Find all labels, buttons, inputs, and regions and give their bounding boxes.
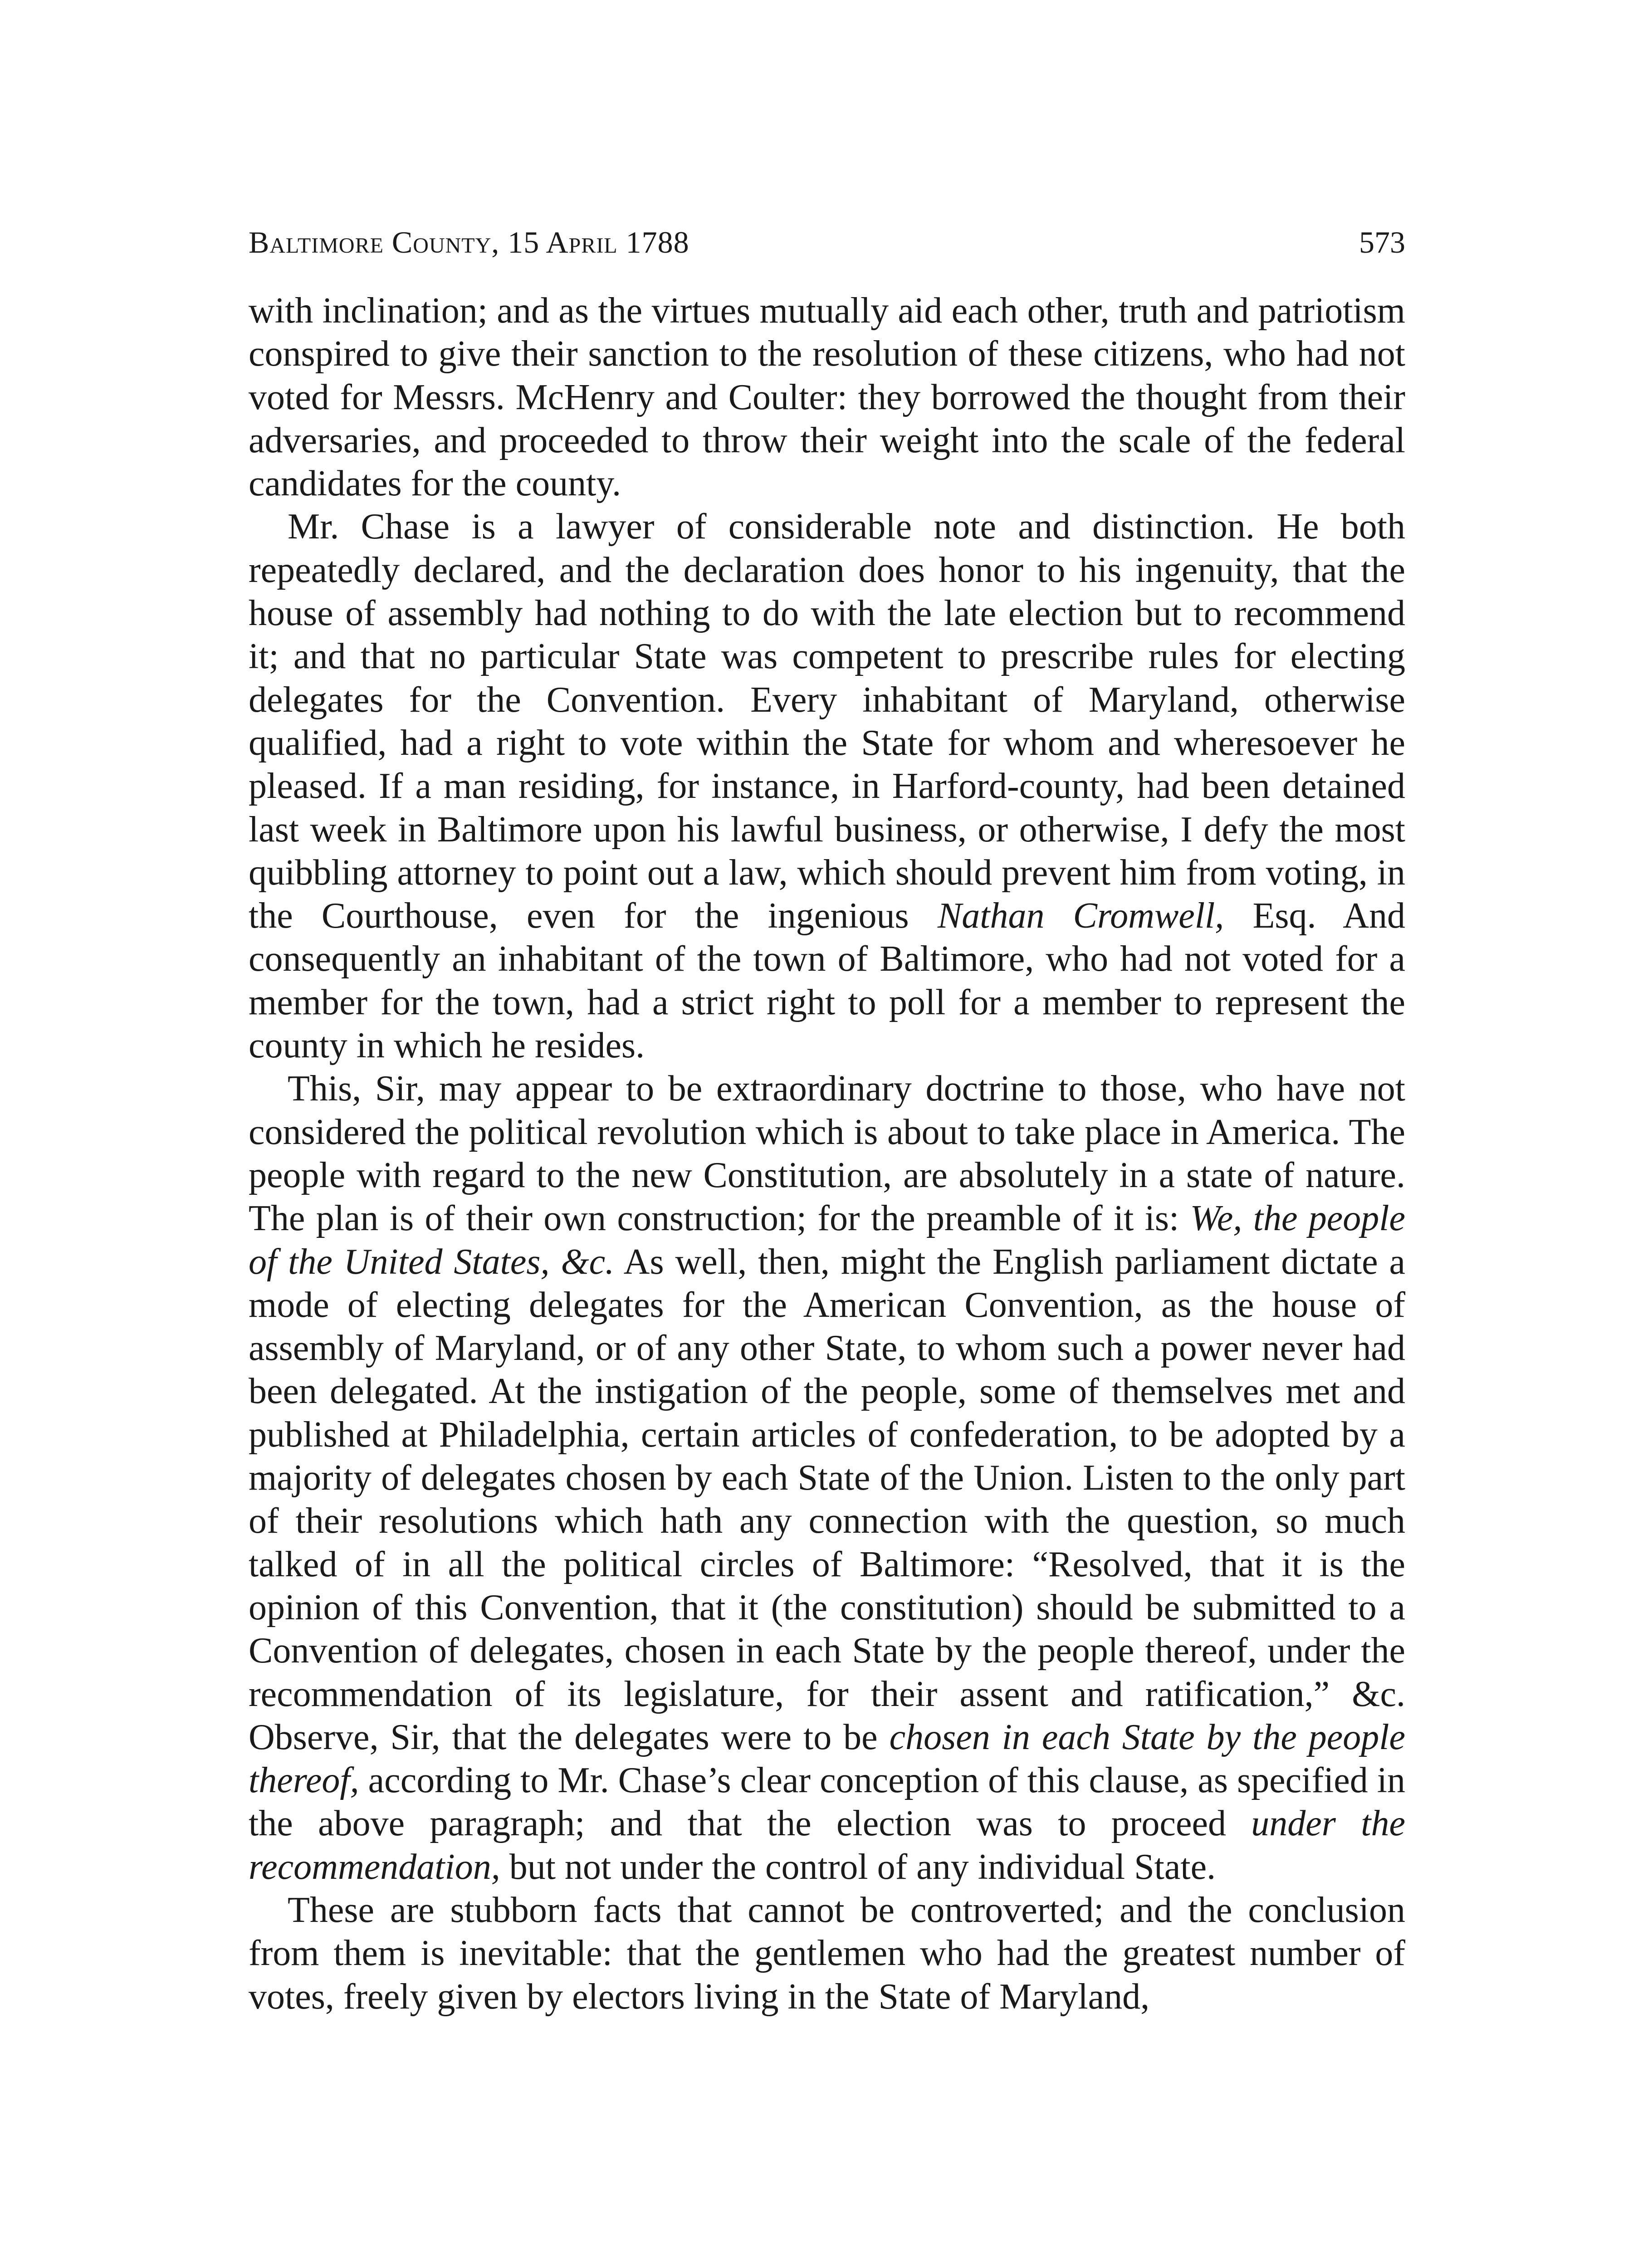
page-number: 573	[1359, 225, 1405, 259]
running-title: Baltimore County, 15 April 1788	[249, 225, 689, 259]
running-head	[249, 227, 1405, 258]
text-run: As well, then, might the English parliament dictate a mode of electing delegates for the American Convention, as the house of assembly of Maryland, or of any other State, to whom such a power never had been delegated. At the instigation of the people, some of themselves met and published at Philadelphia, certain articles of confederation, to be adopted by a majority of delegates chosen by each State of the Union. Listen to the only part of their resolutions which hath any connection with the question, so much talked of in all the political circles of Baltimore: “Resolved, that it is the opinion of this Convention, that it (the constitution) should be submitted to a Convention of delegates, chosen in each State by the people thereof, under the recommendation of its legislature, for their assent and ratification,” &c. Observe, Sir, that the delegates were to be	[249, 1242, 1406, 1757]
italic-run: Nathan Cromwell,	[937, 896, 1224, 936]
paragraph	[249, 1889, 1405, 2019]
text-run: This, Sir, may appear to be extraordinary doctrine to those, who have not considered the political revolution which is about to take place in America. The people with regard to the new Constitution, are absolutely in a state of nature. The plan is of their own construction; for the preamble of it is:	[249, 1069, 1405, 1239]
text-run: These are stubborn facts that cannot be controverted; and the conclusion from them is inevitable: that the gentlemen who had the greatest number of votes, freely given by electors living in the State of Maryland,	[249, 1890, 1405, 2017]
text-run: but not under the control of any individual State.	[500, 1847, 1216, 1887]
text-run: with inclination; and as the virtues mutually aid each other, truth and patriotism conspired to give their sanction to the resolution of these citizens, who had not voted for Messrs. McHenry and Coulter: they borrowed the thought from their adversaries, and proceeded to throw their weight into the scale of the federal candidates for the county.	[249, 291, 1405, 504]
body-text	[249, 289, 1405, 2019]
paragraph	[249, 505, 1405, 1067]
italic-run: under the recommendation,	[249, 1804, 1406, 1887]
text-run: Esq. And consequently an inhabitant of the town of Baltimore, who had not voted for a member for the town, had a strict right to poll for a member to represent the county in which he resides.	[249, 896, 1406, 1066]
italic-run: chosen in each State by the people thereof,	[249, 1717, 1405, 1801]
paragraph	[249, 1067, 1405, 1889]
text-run: according to Mr. Chase’s clear conception of this clause, as specified in the above paragraph; and that the election was to proceed	[249, 1760, 1405, 1844]
text-run: Mr. Chase is a lawyer of considerable note and distinction. He both repeatedly declared, and the declaration does honor to his ingenuity, that the house of assembly had nothing to do with the late election but to recommend it; and that no particular State was competent to prescribe rules for electing delegates for the Convention. Every inhabitant of Maryland, otherwise qualified, had a right to vote within the State for whom and wheresoever he pleased. If a man residing, for instance, in Harford-county, had been detained last week in Baltimore upon his lawful business, or otherwise, I defy the most quibbling attorney to point out a law, which should prevent him from voting, in the Courthouse, even for the ingenious	[249, 507, 1405, 936]
italic-run: We, the people of the United States, &c.	[249, 1198, 1406, 1282]
document-page	[249, 227, 1405, 2019]
paragraph	[249, 289, 1405, 505]
